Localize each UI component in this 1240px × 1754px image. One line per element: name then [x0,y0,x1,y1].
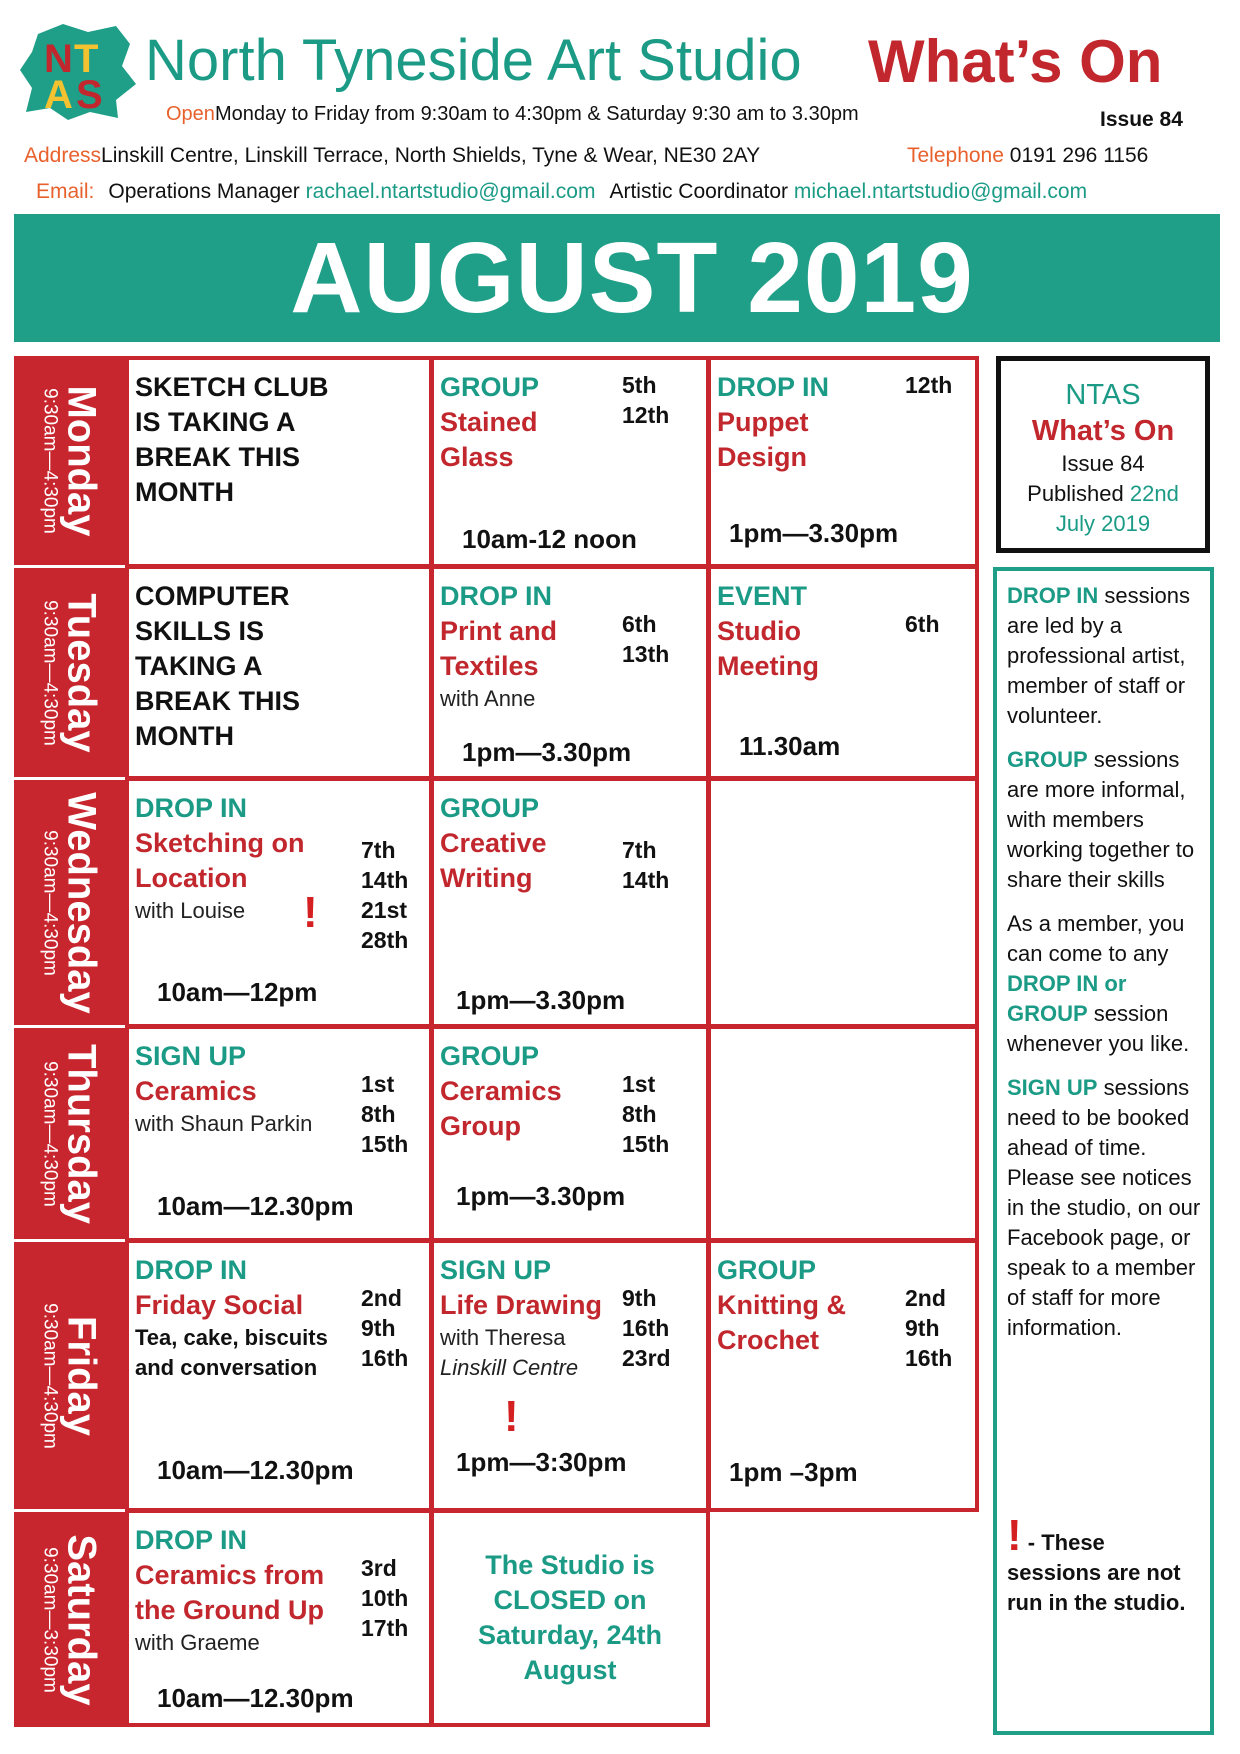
published-label: Published [1027,481,1130,506]
legend-text: session whenever you like. [1007,1001,1190,1056]
day-hours: 9:30am—4:30pm [38,1302,60,1449]
session-type: DROP IN [440,581,553,611]
session-cell-wednesday-empty [707,777,979,1028]
session-date: 16th [905,1345,953,1371]
session-time: 10am—12.30pm [157,1191,354,1221]
day-hours: 9:30am—4:30pm [38,599,60,746]
session-cell-saturday-closed [430,1509,710,1727]
email-line [36,180,1087,204]
month-banner [14,214,1220,342]
session-title: Friday Social [135,1290,304,1320]
session-cell-saturday-ceramics [125,1509,433,1727]
day-name: Saturday [58,1533,103,1706]
artistic-coordinator-label: Artistic Coordinator [609,180,788,203]
session-title: Print and [440,616,558,646]
legend-text: sessions are led by a professional artist, member of staff or volunteer. [1007,583,1190,728]
session-date: 9th [361,1315,396,1341]
session-cell-tuesday-studio-meeting [707,565,979,780]
month-title: AUGUST 2019 [290,222,974,334]
address-text: Linskill Centre, Linskill Terrace, North Shields, Tyne & Wear, NE30 2AY [101,144,761,167]
legend-text: As a member, you can come to any [1007,911,1185,966]
session-date: 13th [622,641,670,667]
session-date: 16th [361,1345,409,1371]
open-text: Monday to Friday from 9:30am to 4:30pm & Saturday 9:30 am to 3.30pm [214,103,859,125]
session-time: 10am-12 noon [462,524,637,554]
session-type: GROUP [440,372,540,402]
session-title: Meeting [717,651,820,681]
legend-key: DROP IN [1007,583,1099,608]
session-type: DROP IN [135,1525,248,1555]
session-date: 2nd [905,1285,946,1311]
session-title: Design [717,442,808,472]
offsite-alert-icon: ! [504,1392,519,1441]
day-label-thursday [14,1028,125,1239]
session-time: 1pm—3.30pm [462,737,632,767]
session-time: 1pm—3:30pm [456,1447,627,1477]
session-title: Group [440,1111,521,1141]
day-name: Thursday [58,1043,103,1224]
session-tutor: with Louise [135,898,246,923]
session-type: GROUP [717,1255,817,1285]
day-name: Tuesday [58,592,103,753]
session-date: 12th [905,372,953,398]
session-title: Ceramics [440,1076,562,1106]
session-time: 1pm—3.30pm [456,985,626,1015]
svg-text:A: A [44,73,73,117]
session-date: 5th [622,372,657,398]
session-date: 3rd [361,1555,397,1581]
session-cell-monday-morning [125,356,433,568]
legend-offsite-note [1007,1511,1186,1618]
session-description: Tea, cake, biscuits [135,1325,328,1350]
day-hours: 9:30am—3:30pm [38,1546,60,1693]
session-date: 1st [361,1071,395,1097]
session-title: Sketching on [135,828,305,858]
session-date: 2nd [361,1285,402,1311]
day-label-friday [14,1242,125,1509]
break-note-line: TAKING A [135,651,263,681]
day-name: Friday [58,1315,103,1436]
session-date: 23rd [622,1345,671,1371]
session-title: Ceramics [135,1076,257,1106]
session-cell-monday-puppet-design [707,356,979,568]
session-cell-tuesday-print-textiles [430,565,710,780]
info-box-published-date: July 2019 [1055,511,1151,536]
session-type: SIGN UP [440,1255,552,1285]
logo-splash-icon [18,22,138,122]
whats-on-heading: What’s On [868,28,1163,95]
session-time: 10am—12pm [157,977,318,1007]
session-date: 15th [361,1131,409,1157]
email-label: Email: [36,180,95,203]
session-date: 10th [361,1585,409,1611]
break-note-line: BREAK THIS [135,442,301,472]
closed-notice-line: August [523,1655,617,1685]
session-title: Creative [440,828,547,858]
legend-key: SIGN UP [1007,1075,1098,1100]
issue-info-box [996,356,1210,553]
session-date: 1st [622,1071,656,1097]
session-title: Stained [440,407,538,437]
session-cell-thursday-ceramics-group [430,1025,710,1242]
day-name: Monday [58,384,103,537]
session-date: 28th [361,927,409,953]
legend-text: sessions are more informal, with members working together to share their skills [1007,747,1195,892]
session-dates [361,835,408,955]
session-date: 8th [361,1101,396,1127]
session-title: Life Drawing [440,1290,603,1320]
address [24,144,760,168]
legend-drop-in [1007,581,1210,731]
artistic-coordinator-email-link[interactable]: michael.ntartstudio@gmail.com [793,180,1088,203]
open-label: Open [166,103,215,125]
session-cell-thursday-ceramics [125,1025,433,1242]
session-date: 15th [622,1131,670,1157]
session-cell-tuesday-morning [125,565,433,780]
ops-manager-email-link[interactable]: rachael.ntartstudio@gmail.com [305,180,596,203]
session-cell-friday-knitting [707,1239,979,1512]
session-cell-wednesday-creative-writing [430,777,710,1028]
day-label-saturday [14,1512,125,1727]
session-date: 14th [622,867,670,893]
telephone-number: 0191 296 1156 [1009,144,1149,167]
session-dates [361,1553,408,1643]
day-hours: 9:30am—4:30pm [38,829,60,976]
session-dates [361,1283,408,1373]
info-box-title: What’s On [1031,415,1175,447]
telephone-label: Telephone [907,144,1004,167]
session-type: SIGN UP [135,1041,247,1071]
closed-notice-line: Saturday, 24th [477,1620,663,1650]
session-title: Writing [440,863,533,893]
legend-text: run in the studio. [1007,1590,1186,1615]
legend-text: sessions need to be booked ahead of time. Please see notices in the studio, on our Facebook page, or speak to a member of staff for more information. [1007,1075,1201,1340]
session-dates [622,370,669,430]
break-note-line: SKILLS IS [135,616,265,646]
session-title: Glass [440,442,514,472]
session-date: 17th [361,1615,409,1641]
session-dates [361,1069,408,1159]
legend-key: GROUP [1007,747,1088,772]
day-name: Wednesday [58,791,103,1014]
closed-notice-line: The Studio is [485,1550,655,1580]
offsite-alert-icon: ! [1007,1511,1022,1560]
session-cell-friday-life-drawing [430,1239,710,1512]
ntas-logo [18,22,138,122]
break-note-line: MONTH [135,477,234,507]
session-dates [622,1069,669,1159]
info-box-published [1001,479,1205,509]
closed-notice-line: CLOSED on [493,1585,647,1615]
session-type: GROUP [440,1041,540,1071]
session-time: 10am—12.30pm [157,1455,354,1485]
session-date: 14th [361,867,409,893]
offsite-alert-icon: ! [303,888,318,937]
break-note-line: COMPUTER [135,581,290,611]
day-label-wednesday [14,780,125,1025]
session-time: 1pm—3.30pm [729,518,899,548]
session-time: 1pm—3.30pm [456,1181,626,1211]
day-label-monday [14,356,125,565]
svg-text:N: N [44,37,73,81]
session-type: DROP IN [135,793,248,823]
session-title: Studio [717,616,801,646]
break-note-line: SKETCH CLUB [135,372,329,402]
session-type: DROP IN [717,372,830,402]
session-type: EVENT [717,581,808,611]
session-tutor: with Graeme [135,1630,260,1655]
opening-hours [166,103,859,126]
session-title: Knitting & [717,1290,846,1320]
info-box-issue: Issue 84 [1061,451,1145,476]
session-date: 9th [905,1315,940,1341]
session-time: 11.30am [739,731,841,761]
legend-group [1007,745,1210,895]
day-label-tuesday [14,568,125,777]
session-dates [905,609,940,639]
session-description: and conversation [135,1355,318,1380]
session-dates [622,609,669,669]
studio-closed-notice [434,1548,706,1688]
session-title: Ceramics from [135,1560,325,1590]
svg-text:S: S [76,73,103,117]
break-note-line: BREAK THIS [135,686,301,716]
site-title: North Tyneside Art Studio [145,28,802,93]
info-box-org: NTAS [1065,379,1141,411]
session-date: 6th [905,611,940,637]
session-date: 21st [361,897,408,923]
session-date: 9th [622,1285,657,1311]
session-cell-thursday-empty [707,1025,979,1242]
session-date: 8th [622,1101,657,1127]
session-dates [905,1283,952,1373]
session-date: 7th [622,837,657,863]
published-day: 22nd [1129,481,1179,506]
session-legend [993,567,1214,1735]
session-dates [905,370,952,400]
session-tutor: with Shaun Parkin [135,1111,313,1136]
legend-text: - These [1021,1530,1105,1555]
legend-membership [1007,909,1210,1059]
session-type: GROUP [440,793,540,823]
day-hours: 9:30am—4:30pm [38,1060,60,1207]
session-cell-wednesday-sketching [125,777,433,1028]
legend-key: DROP IN or GROUP [1007,971,1127,1026]
session-date: 7th [361,837,396,863]
session-title: Crochet [717,1325,820,1355]
break-note-line: IS TAKING A [135,407,296,437]
session-tutor: with Anne [440,686,536,711]
session-title: Puppet [717,407,809,437]
session-time: 10am—12.30pm [157,1683,354,1713]
session-dates [622,835,669,895]
issue-number: Issue 84 [1100,108,1183,131]
session-time: 1pm –3pm [729,1457,858,1487]
session-date: 16th [622,1315,670,1341]
session-type: DROP IN [135,1255,248,1285]
session-title: Location [135,863,248,893]
day-hours: 9:30am—4:30pm [38,387,60,534]
legend-sign-up [1007,1073,1210,1343]
session-venue: Linskill Centre [440,1355,579,1380]
session-cell-friday-social [125,1239,433,1512]
legend-text: sessions are not [1007,1560,1181,1585]
session-dates [622,1283,671,1373]
session-date: 12th [622,402,670,428]
session-cell-monday-stained-glass [430,356,710,568]
session-title: Textiles [440,651,539,681]
svg-text:T: T [74,37,99,81]
address-label: Address [24,144,102,167]
session-title: the Ground Up [135,1595,324,1625]
session-tutor: with Theresa [440,1325,566,1350]
telephone [907,144,1148,168]
ops-manager-label: Operations Manager [108,180,300,203]
break-note-line: MONTH [135,721,234,751]
session-date: 6th [622,611,657,637]
